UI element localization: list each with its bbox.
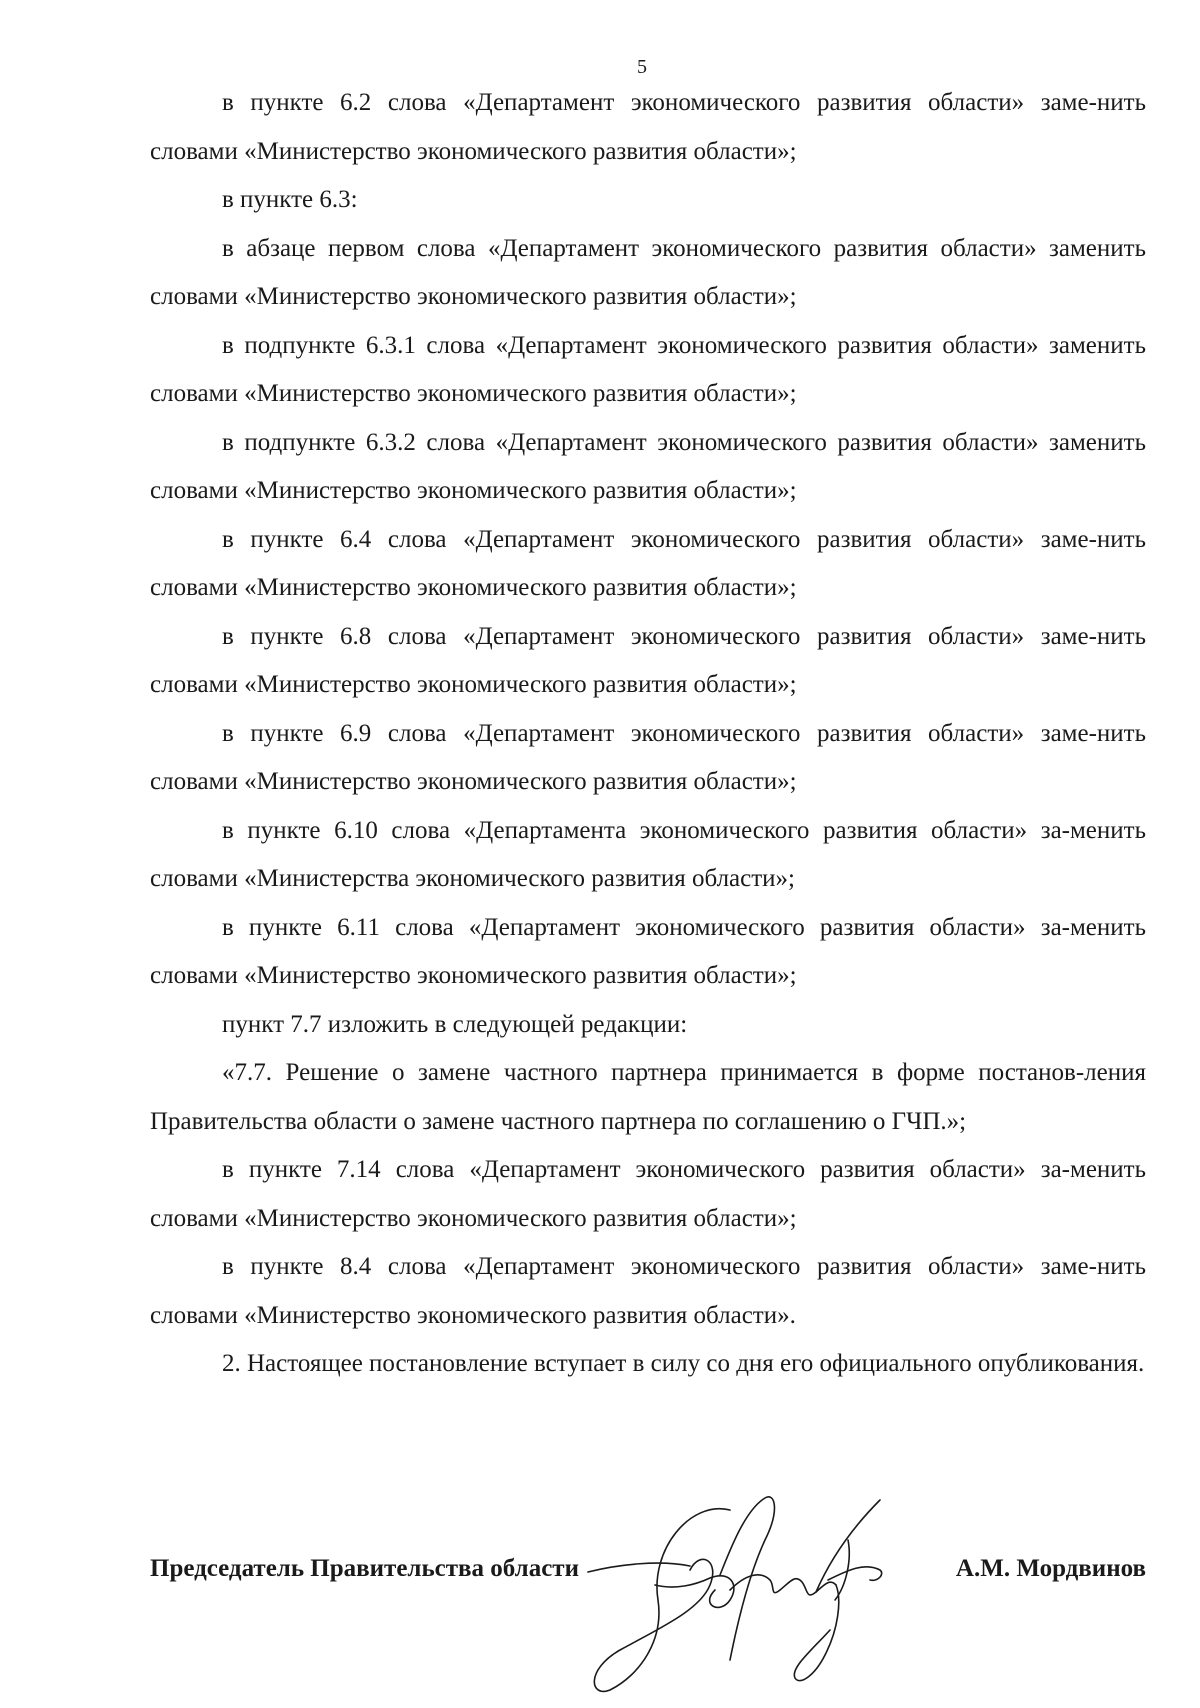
paragraph-6: в пункте 6.4 слова «Департамент экономического развития области» заме-нить словами «Министерство экономического развития области»;: [150, 525, 1146, 601]
paragraph-5: в подпункте 6.3.2 слова «Департамент экономического развития области» заменить словами «Министерство экономического развития области»;: [150, 428, 1146, 504]
paragraph-2: в пункте 6.3:: [222, 186, 358, 213]
document-body: [150, 79, 1146, 1389]
paragraph-9: в пункте 6.10 слова «Департамента экономического развития области» за-менить словами «Министерства экономического развития области»;: [150, 816, 1146, 892]
signatory-name: А.М. Мордвинов: [955, 1555, 1146, 1582]
paragraph-13: в пункте 7.14 слова «Департамент экономического развития области» за-менить словами «Министерство экономического развития области»;: [150, 1156, 1146, 1232]
paragraph-8: в пункте 6.9 слова «Департамент экономического развития области» заме-нить словами «Министерство экономического развития области»;: [150, 719, 1146, 795]
paragraph-10: в пункте 6.11 слова «Департамент экономического развития области» за-менить словами «Министерство экономического развития области»;: [150, 913, 1146, 989]
signatory-title: Председатель Правительства области: [150, 1555, 579, 1582]
paragraph-4: в подпункте 6.3.1 слова «Департамент экономического развития области» заменить словами «Министерство экономического развития области»;: [150, 331, 1146, 407]
paragraph-3: в абзаце первом слова «Департамент экономического развития области» заменить словами «Министерство экономического развития области»;: [150, 234, 1146, 310]
paragraph-12: «7.7. Решение о замене частного партнера принимается в форме постанов-ления Правительства области о замене частного партнера по соглашению о ГЧП.»;: [150, 1059, 1146, 1135]
handwritten-signature: [580, 1490, 940, 1705]
paragraph-11: пункт 7.7 изложить в следующей редакции:: [222, 1010, 688, 1038]
paragraph-7: в пункте 6.8 слова «Департамент экономического развития области» заме-нить словами «Министерство экономического развития области»;: [150, 622, 1146, 698]
paragraph-14: в пункте 8.4 слова «Департамент экономического развития области» заме-нить словами «Министерство экономического развития области».: [150, 1253, 1146, 1329]
page-number: 5: [637, 56, 647, 78]
paragraph-1: в пункте 6.2 слова «Департамент экономического развития области» заме-нить словами «Министерство экономического развития области»;: [150, 89, 1146, 165]
paragraph-15: 2. Настоящее постановление вступает в силу со дня его официального опубликования.: [222, 1350, 1145, 1377]
